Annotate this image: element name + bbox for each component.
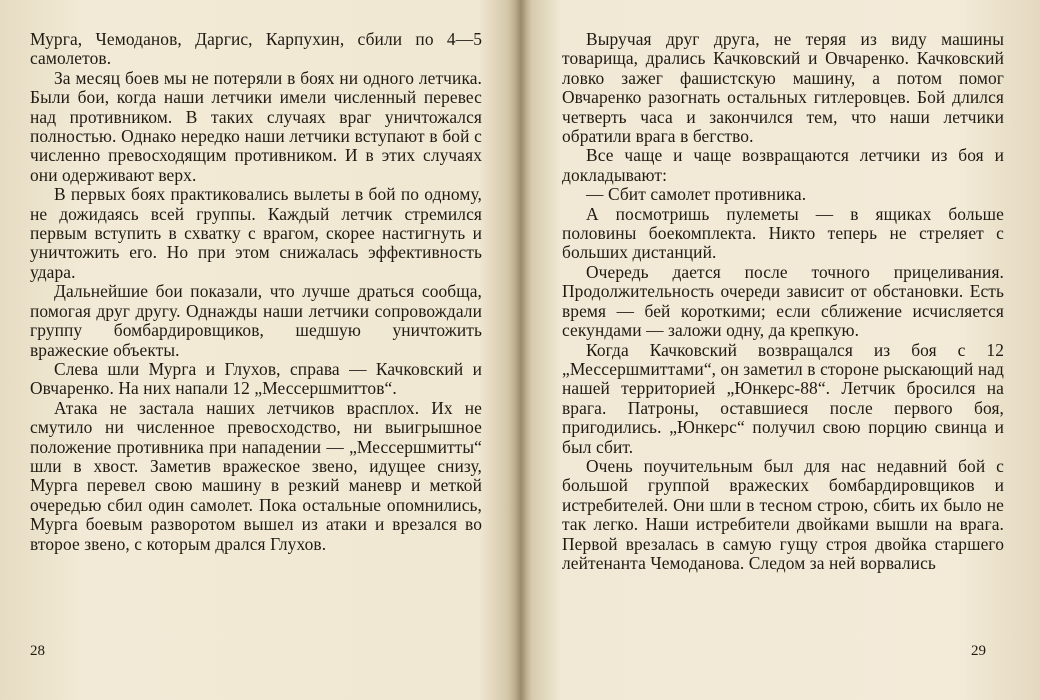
- right-page: [562, 30, 1004, 670]
- paragraph: Очень поучительным был для нас недавний бой с большой группой вражеских бомбардировщиков и истребителей. Они шли в тесном строю, сбить их было не так легко. Наши истребители двойками вышли на врага. Первой врезалась в самую гущу строя двойка старшего лейтенанта Чемоданова. Следом за ней ворвались: [562, 455, 1004, 573]
- page-number: 29: [971, 643, 986, 659]
- paragraph: Все чаще и чаще возвращаются летчики из боя и докладывают:: [562, 145, 1004, 185]
- paragraph: — Сбит самолет противника.: [586, 184, 807, 205]
- paragraph: Дальнейшие бои показали, что лучше драться сообща, помогая друг другу. Однажды наши летчики сопровождали группу бомбардировщиков, шедшую уничтожить вражеские объекты.: [30, 281, 482, 360]
- paragraph: В первых боях практиковались вылеты в бой по одному, не дожидаясь всей группы. Каждый летчик стремился первым вступить в схватку с врагом, скорее настигнуть и уничтожить его. Но при этом снижалась эффективность удара.: [30, 184, 482, 282]
- paragraph: А посмотришь пулеметы — в ящиках больше половины боекомплекта. Никто теперь не стреляет с больших дистанций.: [562, 203, 1004, 263]
- paragraph: Атака не застала наших летчиков врасплох. Их не смутило ни численное превосходство, ни выигрышное положение противника при нападении — „Мессершмитты“ шли в хвост. Заметив вражеское звено, идущее снизу, Мурга перевел свою машину в резкий маневр и меткой очередью сбил один самолет. Пока остальные опомнились, Мурга боевым разворотом вышел из атаки и врезался во второе звено, с которым дрался Глухов.: [30, 397, 482, 554]
- paragraph: Когда Качковский возвращался из боя с 12 „Мессершмиттами“, он заметил в стороне рыскающий над нашей территорией „Юнкерс-88“. Летчик бросился на врага. Патроны, оставшиеся после первого боя, пригодились. „Юнкерс“ получил свою порцию свинца и был сбит.: [562, 339, 1004, 457]
- paragraph: Слева шли Мурга и Глухов, справа — Качковский и Овчаренко. На них напали 12 „Мессершмиттов“.: [30, 358, 482, 399]
- paragraph: Выручая друг друга, не теряя из виду машины товарища, дрались Качковский и Овчаренко. Качковский ловко зажег фашистскую машину, а потом помог Овчаренко разогнать остальных гитлеровцев. Бой длился четверть часа и закончился тем, что наши летчики обратили врага в бегство.: [562, 29, 1004, 147]
- paragraph: Мурга, Чемоданов, Даргис, Карпухин, сбили по 4—5 самолетов.: [30, 29, 482, 69]
- book-gutter: [508, 0, 532, 700]
- left-page: [30, 30, 482, 670]
- page-number: 28: [30, 643, 45, 659]
- paragraph: За месяц боев мы не потеряли в боях ни одного летчика. Были бои, когда наши летчики имели численный перевес над противником. В таких случаях враг уничтожался полностью. Однако нередко наши летчики вступают в бой с численно превосходящим противником. И в этих случаях они одерживают верх.: [30, 67, 482, 185]
- paragraph: Очередь дается после точного прицеливания. Продолжительность очереди зависит от обстановки. Есть время — бей короткими; если сближение исчисляется секундами — заложи одну, да крепкую.: [562, 261, 1004, 341]
